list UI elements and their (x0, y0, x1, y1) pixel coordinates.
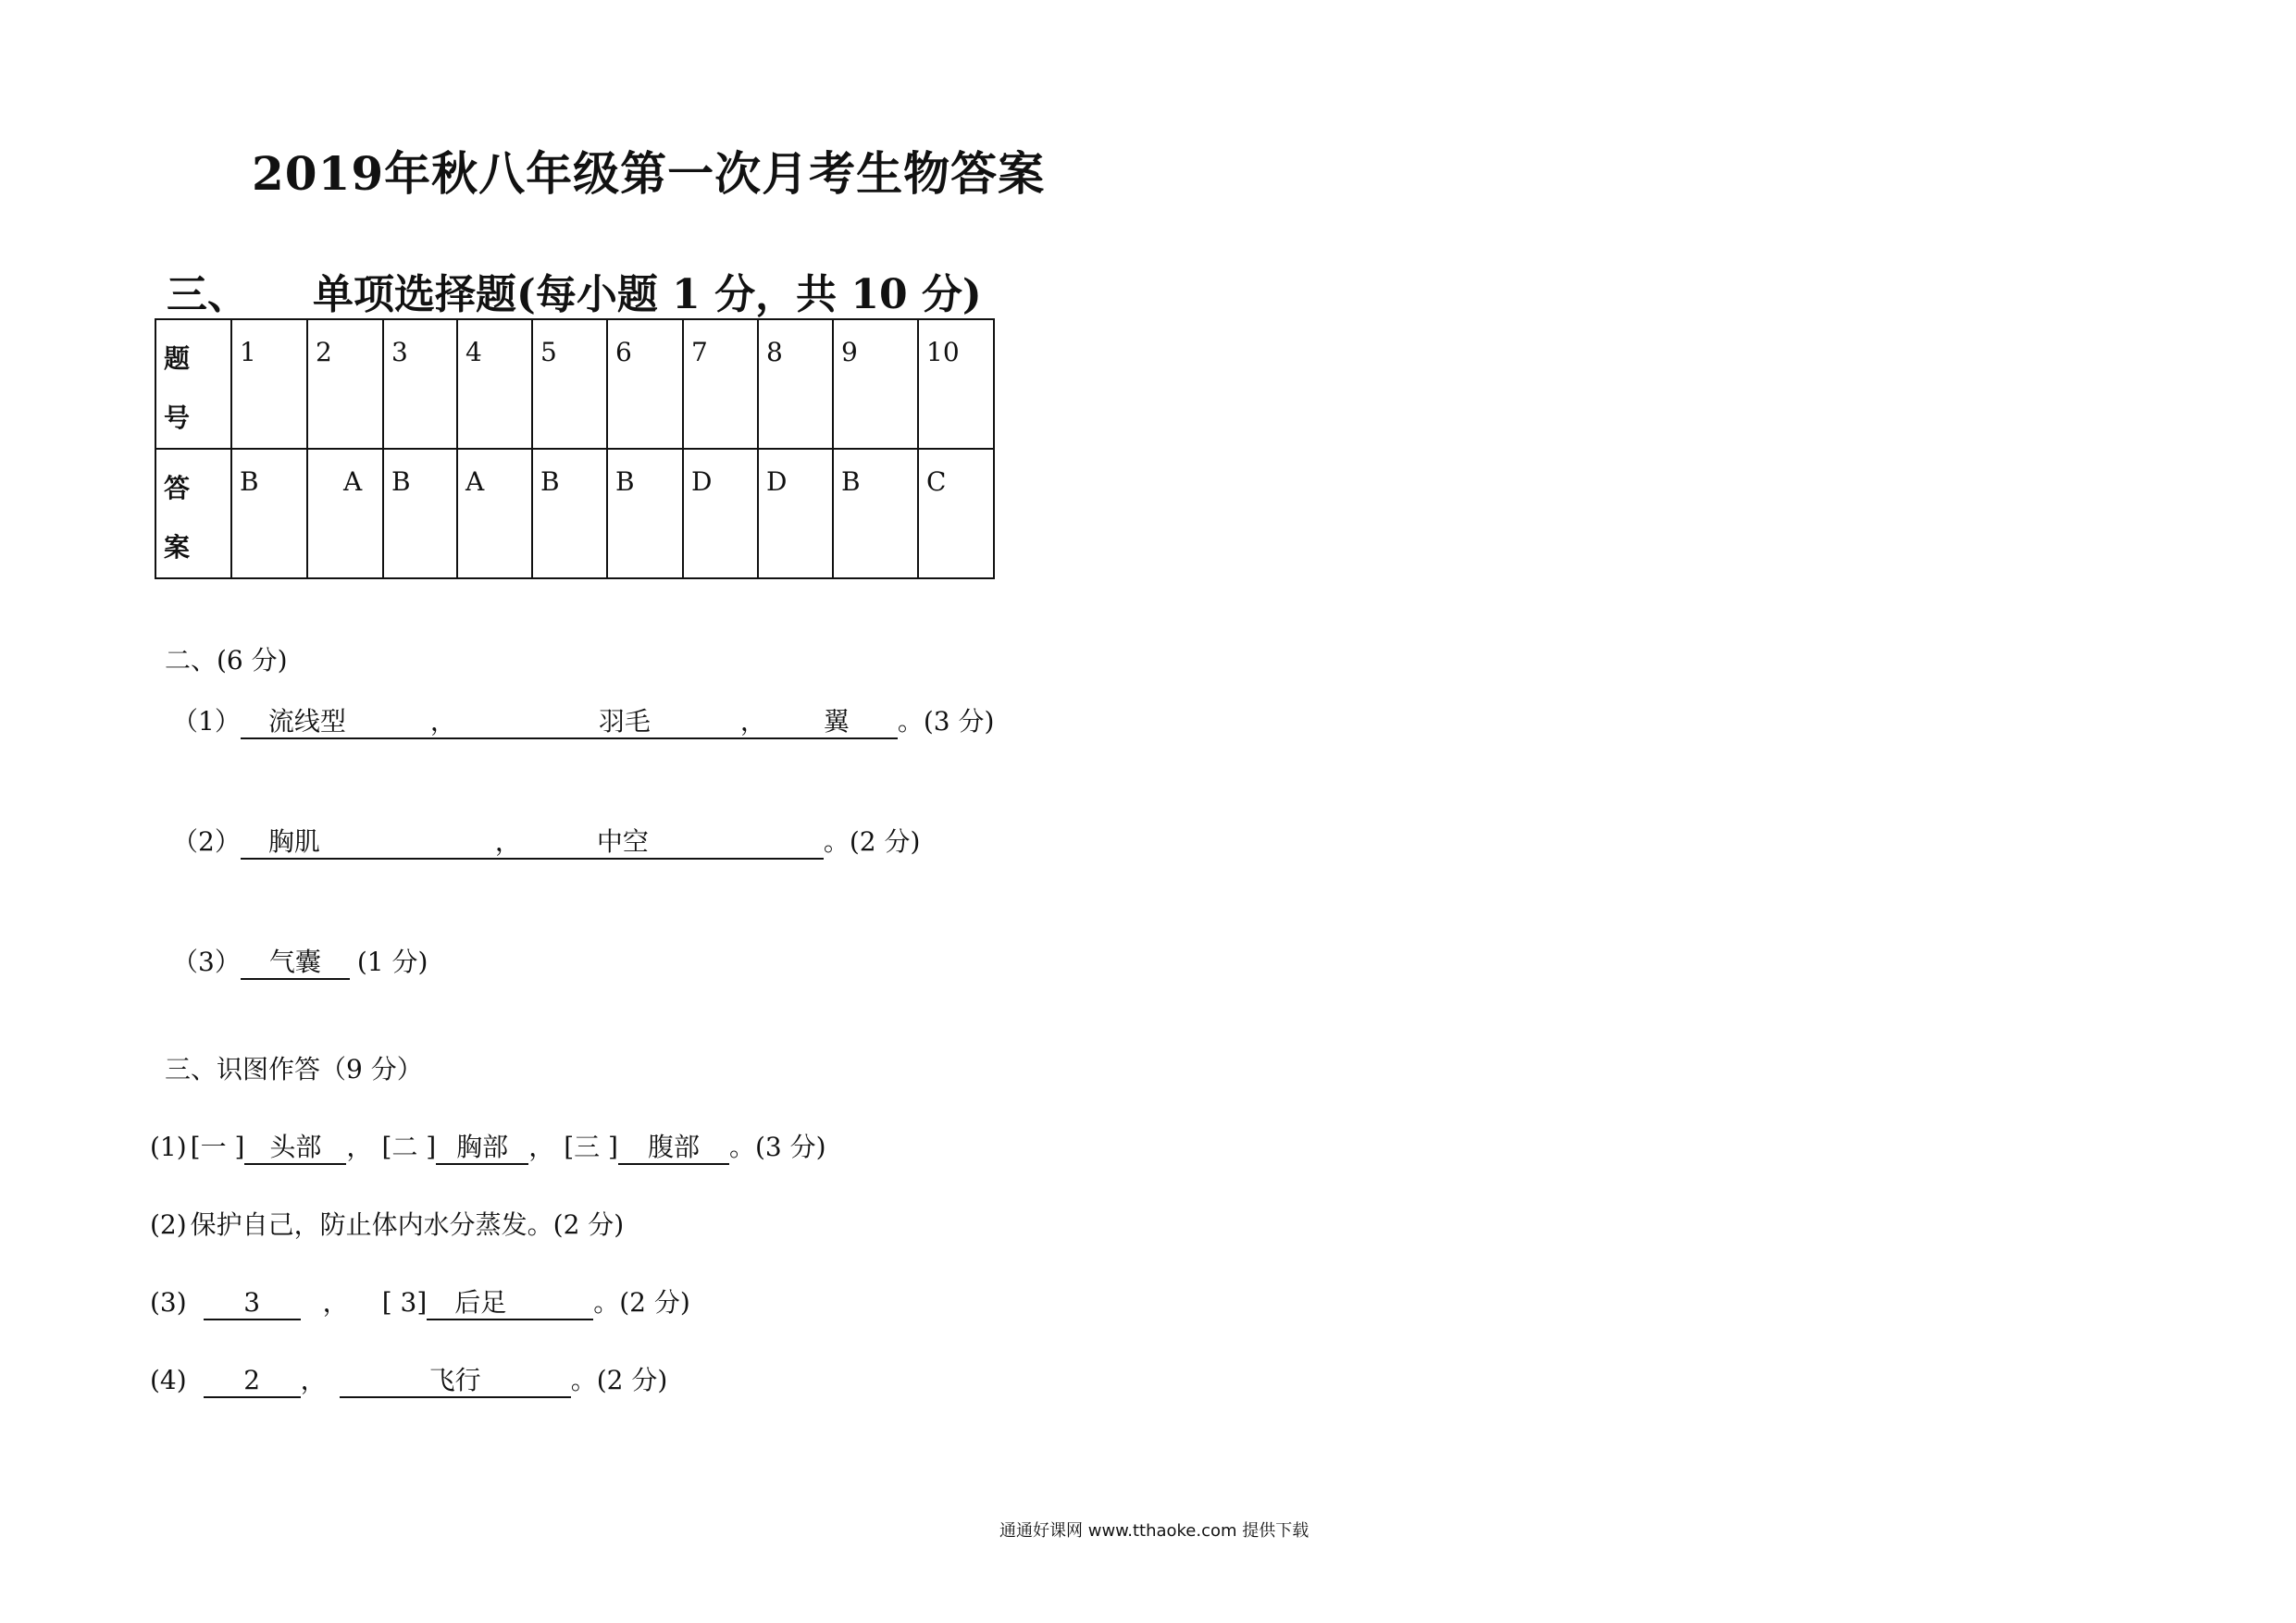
footer-text: 通通好课网 www.tthaoke.com 提供下载 (999, 1521, 1309, 1541)
answer-blank: 腹部 (618, 1132, 729, 1165)
section1-number: 三、 (167, 271, 248, 318)
table-row-numbers (155, 319, 994, 449)
section2-q2: （2） 胸肌 ， 中空 。(2 分) (172, 822, 920, 860)
answer-blank: 后足 (427, 1287, 593, 1320)
section3-q3: (3) 3 ， [ 3] 后足 。(2 分) (150, 1282, 690, 1320)
section3-heading: 三、识图作答（9 分） (165, 1054, 423, 1084)
table-cell: 9 (833, 319, 918, 449)
answer-blank: 飞行 (340, 1365, 571, 1398)
table-cell: D (683, 449, 758, 578)
answer-blank: 3 (204, 1287, 301, 1320)
table-cell: C (918, 449, 994, 578)
answer-blank: 气囊 (241, 947, 350, 980)
table-cell: 1 (231, 319, 307, 449)
table-cell: D (758, 449, 833, 578)
table-cell: B (231, 449, 307, 578)
answer-blank: 流线型 (241, 706, 430, 739)
page-title: 2019年秋八年级第一次月考生物答案 (252, 146, 1046, 201)
answer-blank: 2 (204, 1365, 301, 1398)
answer-blank: 羽毛 (509, 706, 740, 739)
table-cell: 7 (683, 319, 758, 449)
table-cell: A (457, 449, 532, 578)
row-header-answer: 答 案 (155, 449, 231, 578)
section3-q4: (4) 2 ， 飞行 。(2 分) (150, 1360, 667, 1398)
answer-table (155, 318, 995, 579)
answer-blank: 中空 (597, 826, 824, 860)
section1-title: 单项选择题(每小题 1 分，共 10 分) (313, 271, 982, 318)
section2-q1: （1） 流线型 ， 羽毛 ， 翼 。(3 分) (172, 701, 994, 739)
table-cell: 2 (307, 319, 383, 449)
table-cell: 5 (532, 319, 607, 449)
table-cell: 4 (457, 319, 532, 449)
answer-blank: 头部 (244, 1132, 346, 1165)
section1-heading (167, 261, 982, 320)
section3-q1: (1) [一 ] 头部 ， [二 ] 胸部 ， [三 ] 腹部 。(3 分) (150, 1127, 826, 1165)
table-row-answers (155, 449, 994, 578)
answer-blank: 翼 (796, 706, 898, 739)
table-cell: 8 (758, 319, 833, 449)
section3-q2: (2) 保护自己，防止体内水分蒸发。(2 分) (150, 1209, 625, 1240)
table-cell: 10 (918, 319, 994, 449)
row-header-number: 题 号 (155, 319, 231, 449)
section2-heading: 二、(6 分) (165, 645, 288, 675)
table-cell: 6 (607, 319, 683, 449)
table-cell: B (532, 449, 607, 578)
table-cell: 3 (383, 319, 457, 449)
table-cell: B (383, 449, 457, 578)
table-cell: B (833, 449, 918, 578)
table-cell: B (607, 449, 683, 578)
section2-q3: （3） 气囊 (1 分) (172, 942, 428, 980)
answer-blank: 胸肌 (241, 826, 495, 860)
answer-blank: 胸部 (436, 1132, 528, 1165)
table-cell: A (307, 449, 383, 578)
